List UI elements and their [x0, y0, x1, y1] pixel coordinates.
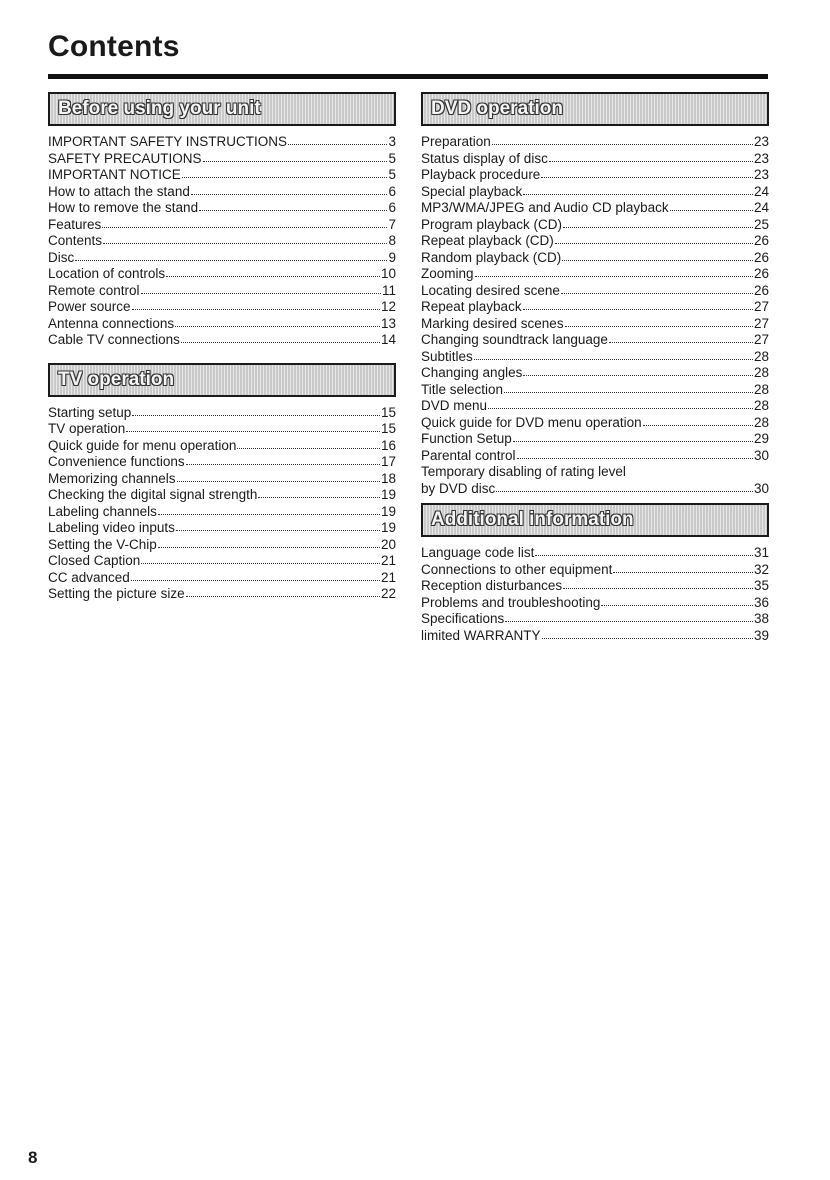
toc-entry-label: Status display of disc	[421, 150, 548, 166]
leader-dots	[237, 445, 380, 449]
leader-dots	[288, 141, 387, 145]
leader-dots	[158, 544, 380, 548]
toc-list-dvd-operation	[421, 134, 769, 464]
toc-entry-label: Closed Caption	[48, 553, 141, 568]
toc-entry[interactable]	[421, 283, 769, 300]
toc-entry-page: 38	[753, 611, 769, 626]
toc-entry[interactable]	[48, 200, 396, 217]
leader-dots	[562, 257, 753, 261]
leader-dots	[258, 494, 380, 498]
toc-entry[interactable]	[421, 316, 769, 333]
toc-entry-page: 5	[388, 167, 396, 182]
toc-entry-page: 21	[380, 569, 396, 585]
toc-entry-page: 19	[380, 520, 396, 535]
leader-dots	[158, 511, 380, 515]
toc-entry[interactable]	[421, 448, 769, 465]
leader-dots	[563, 224, 753, 228]
toc-entry[interactable]	[421, 611, 769, 628]
toc-entry[interactable]	[48, 504, 396, 521]
leader-dots	[513, 438, 753, 442]
toc-entry-label: Changing angles	[421, 365, 523, 380]
toc-entry[interactable]	[48, 217, 396, 234]
toc-list-before-using	[48, 134, 396, 349]
toc-entry-label: IMPORTANT NOTICE	[48, 167, 181, 182]
toc-entry-label: Reception disturbances	[421, 578, 563, 593]
toc-entry-page: 23	[753, 134, 769, 149]
toc-entry-page: 30	[753, 480, 769, 496]
section-heading-before-using: Before using your unit	[48, 92, 396, 126]
toc-entry-label: Parental control	[421, 447, 516, 463]
toc-entry-label: TV operation	[48, 421, 126, 436]
page-title: Contents	[48, 30, 180, 63]
toc-entry[interactable]	[48, 405, 396, 422]
leader-dots	[175, 323, 380, 327]
toc-entry-page: 6	[388, 183, 396, 199]
toc-entry[interactable]	[48, 250, 396, 267]
leader-dots	[492, 141, 753, 145]
toc-entry[interactable]	[421, 431, 769, 448]
toc-entry-label: Quick guide for menu operation	[48, 437, 237, 453]
toc-entry[interactable]	[48, 167, 396, 184]
toc-entry-page: 24	[753, 183, 769, 199]
toc-entry-page: 3	[388, 134, 396, 149]
leader-dots	[141, 560, 380, 564]
leader-dots	[523, 191, 753, 195]
toc-entry-page: 26	[753, 249, 769, 265]
title-rule	[48, 74, 768, 79]
leader-dots	[555, 240, 753, 244]
toc-entry-label: Preparation	[421, 134, 491, 149]
leader-dots	[177, 478, 380, 482]
toc-entry-label: Zooming	[421, 266, 474, 281]
toc-entry-page: 15	[380, 404, 396, 420]
toc-entry-label: DVD menu	[421, 398, 488, 413]
leader-dots	[505, 618, 753, 622]
leader-dots	[563, 585, 753, 589]
toc-entry-page: 24	[753, 200, 769, 215]
toc-entry[interactable]	[48, 520, 396, 537]
toc-entry[interactable]	[421, 415, 769, 432]
toc-list-additional-info	[421, 545, 769, 644]
toc-entry-page: 28	[753, 398, 769, 413]
toc-entry-label: Specifications	[421, 611, 505, 626]
leader-dots	[166, 273, 380, 277]
toc-entry[interactable]	[48, 316, 396, 333]
toc-entry[interactable]	[421, 151, 769, 168]
leader-dots	[75, 257, 387, 261]
toc-entry[interactable]	[421, 250, 769, 267]
toc-entry-page: 26	[753, 266, 769, 281]
toc-entry-label: Subtitles	[421, 348, 473, 364]
leader-dots	[549, 158, 753, 162]
toc-entry-label: Checking the digital signal strength	[48, 487, 258, 502]
toc-entry-page: 28	[753, 365, 769, 380]
toc-entry-page: 32	[753, 561, 769, 577]
toc-entry[interactable]	[48, 151, 396, 168]
leader-dots	[488, 405, 753, 409]
leader-dots	[601, 602, 753, 606]
leader-dots	[474, 356, 753, 360]
toc-entry-label: Repeat playback	[421, 299, 522, 314]
toc-entry-label: Language code list	[421, 545, 535, 560]
toc-entry-page: 23	[753, 167, 769, 182]
toc-entry-page: 28	[753, 348, 769, 364]
leader-dots	[561, 290, 753, 294]
toc-entry-label: Remote control	[48, 282, 140, 298]
toc-entry[interactable]	[48, 134, 396, 151]
toc-entry-page: 30	[753, 447, 769, 463]
toc-entry[interactable]	[48, 332, 396, 349]
toc-entry-label: Disc	[48, 249, 75, 265]
toc-entry-page: 17	[380, 454, 396, 469]
section-heading-additional-info: Additional information	[421, 503, 769, 537]
toc-entry-label: by DVD disc	[421, 480, 496, 496]
leader-dots	[191, 191, 388, 195]
toc-entry[interactable]	[48, 586, 396, 603]
toc-entry-page: 26	[753, 282, 769, 298]
toc-entry-label: IMPORTANT SAFETY INSTRUCTIONS	[48, 134, 288, 149]
toc-entry[interactable]	[48, 421, 396, 438]
toc-entry-label: Starting setup	[48, 404, 132, 420]
toc-entry[interactable]	[421, 628, 769, 645]
toc-entry[interactable]	[421, 200, 769, 217]
toc-entry[interactable]	[48, 283, 396, 300]
leader-dots	[181, 339, 380, 343]
leader-dots	[609, 339, 753, 343]
toc-entry-page: 11	[381, 282, 396, 298]
toc-entry[interactable]	[421, 299, 769, 316]
toc-entry-label: Marking desired scenes	[421, 315, 564, 331]
toc-entry-label: Location of controls	[48, 266, 166, 281]
toc-entry-page: 23	[753, 150, 769, 166]
leader-dots	[541, 174, 753, 178]
leader-dots	[535, 552, 753, 556]
toc-entry-label: Setting the picture size	[48, 586, 185, 601]
toc-entry[interactable]	[48, 299, 396, 316]
toc-entry-page: 20	[380, 536, 396, 552]
toc-entry-label: Power source	[48, 299, 131, 314]
toc-entry[interactable]	[421, 332, 769, 349]
toc-entry-page: 21	[380, 553, 396, 568]
toc-entry[interactable]	[421, 545, 769, 562]
left-column	[48, 92, 396, 603]
page-number: 8	[28, 1148, 38, 1167]
toc-entry-label: Labeling channels	[48, 503, 157, 519]
leader-dots	[102, 224, 387, 228]
toc-entry-label: MP3/WMA/JPEG and Audio CD playback	[421, 200, 669, 215]
leader-dots	[141, 290, 381, 294]
toc-entry-label: Setting the V-Chip	[48, 536, 157, 552]
toc-entry[interactable]	[48, 471, 396, 488]
leader-dots	[643, 422, 753, 426]
toc-entry[interactable]	[48, 184, 396, 201]
toc-entry[interactable]	[421, 233, 769, 250]
toc-entry-label: limited WARRANTY	[421, 627, 541, 643]
toc-entry-page: 39	[753, 627, 769, 643]
toc-entry-label: Problems and troubleshooting	[421, 594, 601, 610]
toc-entry-label: Function Setup	[421, 431, 512, 446]
leader-dots	[517, 455, 753, 459]
toc-entry-page: 15	[380, 421, 396, 436]
toc-entry[interactable]	[421, 134, 769, 151]
toc-entry-page: 12	[380, 299, 396, 314]
toc-entry-page: 19	[380, 503, 396, 519]
leader-dots	[132, 306, 380, 310]
toc-entry-label: Random playback (CD)	[421, 249, 562, 265]
leader-dots	[186, 461, 380, 465]
toc-entry-label: SAFETY PRECAUTIONS	[48, 150, 202, 166]
leader-dots	[182, 174, 388, 178]
leader-dots	[131, 577, 380, 581]
toc-list-tv-operation	[48, 405, 396, 603]
toc-entry-label: Locating desired scene	[421, 282, 560, 298]
toc-entry-page: 19	[380, 487, 396, 502]
leader-dots	[203, 158, 388, 162]
toc-entry-page: 35	[753, 578, 769, 593]
toc-entry-label: Special playback	[421, 183, 523, 199]
leader-dots	[565, 323, 753, 327]
toc-entry-page: 31	[753, 545, 769, 560]
toc-entry-label: Cable TV connections	[48, 332, 180, 347]
leader-dots	[132, 412, 380, 416]
toc-entry[interactable]	[421, 562, 769, 579]
toc-entry-page: 8	[388, 233, 396, 248]
toc-entry[interactable]	[421, 578, 769, 595]
toc-entry[interactable]	[48, 266, 396, 283]
toc-entry-page: 26	[753, 233, 769, 248]
toc-entry-label: How to attach the stand	[48, 183, 190, 199]
toc-entry[interactable]	[48, 537, 396, 554]
leader-dots	[103, 240, 387, 244]
toc-entry[interactable]	[421, 266, 769, 283]
leader-dots	[670, 207, 753, 211]
toc-entry[interactable]	[421, 349, 769, 366]
toc-entry-page: 6	[388, 200, 396, 215]
leader-dots	[176, 527, 380, 531]
toc-entry[interactable]	[421, 382, 769, 399]
toc-entry-page: 27	[753, 332, 769, 347]
toc-entry[interactable]	[421, 167, 769, 184]
leader-dots	[186, 593, 380, 597]
toc-entry-page: 28	[753, 381, 769, 397]
toc-entry-label: Title selection	[421, 381, 504, 397]
toc-entry[interactable]	[421, 184, 769, 201]
leader-dots	[523, 372, 753, 376]
toc-entry[interactable]	[421, 217, 769, 234]
section-heading-dvd-operation: DVD operation	[421, 92, 769, 126]
toc-entry[interactable]	[48, 438, 396, 455]
toc-entry[interactable]	[48, 233, 396, 250]
toc-entry-label: Playback procedure	[421, 167, 541, 182]
toc-entry-page: 16	[380, 437, 396, 453]
leader-dots	[475, 273, 753, 277]
toc-entry-label: Quick guide for DVD menu operation	[421, 414, 642, 430]
toc-entry-label: Repeat playback (CD)	[421, 233, 554, 248]
toc-entry[interactable]	[48, 570, 396, 587]
leader-dots	[523, 306, 753, 310]
toc-entry-page: 18	[380, 470, 396, 486]
toc-entry-label: Features	[48, 216, 102, 232]
toc-entry-page: 7	[388, 216, 396, 232]
toc-entry-label: Memorizing channels	[48, 470, 176, 486]
toc-entry-label: Program playback (CD)	[421, 216, 563, 232]
section-heading-tv-operation: TV operation	[48, 363, 396, 397]
toc-entry-label: CC advanced	[48, 569, 130, 585]
toc-entry-page: 36	[753, 594, 769, 610]
leader-dots	[199, 207, 387, 211]
toc-entry-label: How to remove the stand	[48, 200, 199, 215]
toc-entry-label: Connections to other equipment	[421, 561, 613, 577]
toc-entry[interactable]	[421, 595, 769, 612]
toc-entry-label: Labeling video inputs	[48, 520, 175, 535]
toc-entry-page: 27	[753, 315, 769, 331]
leader-dots	[126, 428, 380, 432]
toc-entry-label: Contents	[48, 233, 103, 248]
toc-entry-page: 9	[388, 249, 396, 265]
toc-entry-label: Antenna connections	[48, 315, 175, 331]
right-column	[421, 92, 769, 644]
toc-entry-label: Convenience functions	[48, 454, 185, 469]
toc-list-dvd-multiline	[421, 464, 769, 497]
toc-entry-page: 27	[753, 299, 769, 314]
toc-entry[interactable]	[421, 481, 769, 498]
toc-entry-page: 14	[380, 332, 396, 347]
toc-entry-label: Changing soundtrack language	[421, 332, 608, 347]
leader-dots	[496, 488, 753, 492]
toc-entry-page: 29	[753, 431, 769, 446]
toc-entry[interactable]	[48, 553, 396, 570]
toc-entry-page: 13	[380, 315, 396, 331]
toc-entry-page: 22	[380, 586, 396, 601]
toc-entry-line: Temporary disabling of rating level	[421, 464, 626, 479]
toc-entry[interactable]	[421, 398, 769, 415]
toc-entry-page: 25	[753, 216, 769, 232]
leader-dots	[504, 389, 753, 393]
leader-dots	[542, 635, 753, 639]
toc-entry[interactable]	[421, 365, 769, 382]
toc-entry[interactable]	[48, 487, 396, 504]
leader-dots	[613, 569, 753, 573]
toc-entry-page: 28	[753, 414, 769, 430]
toc-entry-page: 10	[380, 266, 396, 281]
toc-entry-page: 5	[388, 150, 396, 166]
toc-entry[interactable]	[48, 454, 396, 471]
